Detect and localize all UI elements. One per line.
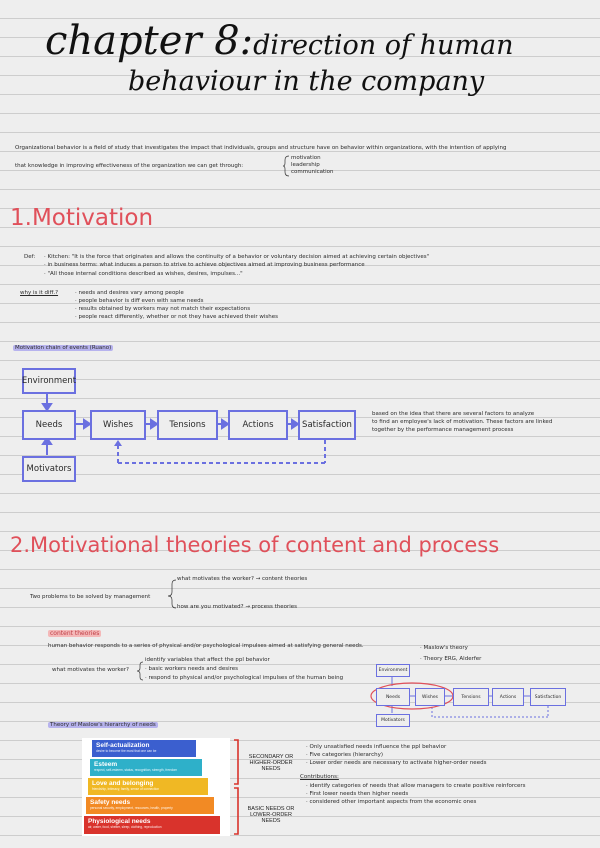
chain-note-line3: together by the performance management process bbox=[372, 427, 514, 433]
pyramid-level-physiological bbox=[84, 816, 220, 834]
chain-box-environment: Environment bbox=[22, 368, 76, 394]
chain-box-actions: Actions bbox=[228, 410, 288, 440]
pyramid-level-name: Safety needs bbox=[90, 799, 131, 806]
section1-heading: 1.Motivation bbox=[10, 205, 154, 231]
pyramid-level-desc: air, water, food, shelter, sleep, clothing, reproduction bbox=[88, 825, 162, 829]
what-item-2: · basic workers needs and desires bbox=[145, 666, 239, 672]
what-motivates-label: what motivates the worker? bbox=[52, 667, 129, 673]
problems-label: Two problems to be solved by management bbox=[30, 594, 151, 600]
why-item-1: · needs and desires vary among people bbox=[75, 290, 184, 296]
problem-a2: → process theories bbox=[245, 604, 297, 610]
mini-box-actions: Actions bbox=[492, 688, 524, 706]
chapter-number: chapter 8: bbox=[45, 18, 254, 64]
chain-box-satisfaction: Satisfaction bbox=[298, 410, 356, 440]
chapter-title-part1: direction of human bbox=[253, 30, 514, 61]
contributions-list bbox=[306, 782, 526, 806]
mini-box-environment: Environment bbox=[376, 664, 410, 677]
intro-line1: Organizational behavior is a field of study that investigates the impact that individuals, groups and structure have on behavior within organizations, with the intention of applying bbox=[15, 145, 507, 151]
contributions-label: Contributions: bbox=[300, 774, 339, 780]
mini-box-tensions: Tensions bbox=[453, 688, 489, 706]
pyramid-level-esteem bbox=[90, 759, 202, 776]
pyramid-level-self-actualization bbox=[92, 740, 196, 757]
maslow-pyramid bbox=[82, 738, 230, 836]
content-theories-label-text: content theories bbox=[50, 630, 100, 637]
problem-q2 bbox=[177, 604, 297, 611]
chain-box-tensions: Tensions bbox=[157, 410, 218, 440]
chain-box-wishes: Wishes bbox=[90, 410, 146, 440]
pyramid-level-name: Love and belonging bbox=[92, 780, 154, 787]
basic-needs-label: BASIC NEEDS OR LOWER-ORDER NEEDS bbox=[247, 806, 295, 824]
def-item-1: · Kitchen: "It is the force that originates and allows the continuity of a behavior or voluntary decision aimed at achieving certain objectives" bbox=[44, 254, 430, 260]
secondary-needs-label: SECONDARY OR HIGHER-ORDER NEEDS bbox=[248, 754, 294, 772]
mini-box-motivators: Motivators bbox=[376, 714, 410, 727]
pyramid-level-desc: personal security, employment, resources, health, property bbox=[90, 806, 173, 810]
section2-heading: 2.Motivational theories of content and process bbox=[10, 533, 500, 557]
def-item-2: · in business terms: what induces a person to strive to achieve objectives aimed at improving business performance bbox=[44, 262, 365, 268]
pyramid-level-desc: desire to become the most that one can be bbox=[96, 749, 157, 753]
pyramid-level-safety bbox=[86, 797, 214, 814]
intro-line2: that knowledge in improving effectiveness of the organization we can get through: bbox=[15, 163, 244, 169]
chain-box-needs: Needs bbox=[22, 410, 76, 440]
intro-item-leadership: leadership bbox=[291, 162, 320, 168]
pyramid-level-name: Self-actualization bbox=[96, 742, 150, 749]
maslow-point-2: · Five categories (hierarchy) bbox=[306, 752, 383, 758]
def-item-3: · "All those internal conditions described as wishes, desires, impulses..." bbox=[44, 271, 243, 277]
pyramid-level-name: Physiological needs bbox=[88, 818, 151, 825]
problem-q2-text: how are you motivated? bbox=[177, 604, 244, 610]
why-diff-label: why is it diff.? bbox=[20, 290, 59, 296]
maslow-label-text: Theory of Maslow's hierarchy of needs bbox=[50, 722, 156, 728]
content-desc: human behavior responds to a series of physical and/or psychological impulses aimed at satisfying general needs. bbox=[48, 643, 364, 649]
theory-maslow: · Maslow's theory bbox=[420, 645, 468, 651]
content-theories-label bbox=[48, 630, 101, 638]
mini-box-wishes: Wishes bbox=[415, 688, 445, 706]
maslow-label bbox=[48, 722, 158, 729]
what-item-3: · respond to physical and/or psychological impulses of the human being bbox=[145, 675, 344, 681]
pyramid-level-desc: friendship, intimacy, family, sense of connection bbox=[92, 787, 160, 791]
maslow-points bbox=[306, 743, 486, 767]
theories-list bbox=[420, 643, 481, 665]
pyramid-level-name: Esteem bbox=[94, 761, 118, 768]
mini-box-satisfaction: Satisfaction bbox=[530, 688, 566, 706]
theory-erg: · Theory ERG, Alderfer bbox=[420, 656, 482, 662]
pyramid-level-desc: respect, self-esteem, status, recognition, strength, freedom bbox=[94, 768, 178, 772]
def-label: Def: bbox=[24, 254, 36, 260]
problem-q1-text: what motivates the worker? bbox=[177, 576, 254, 582]
contribution-2: · First lower needs then higher needs bbox=[306, 791, 409, 797]
mini-box-needs: Needs bbox=[376, 688, 410, 706]
intro-item-motivation: motivation bbox=[291, 155, 321, 161]
contribution-1: · identify categories of needs that allow managers to create positive reinforcers bbox=[306, 783, 526, 789]
chain-note-line2: to find an employee's lack of motivation. These factors are linked bbox=[372, 419, 553, 425]
why-item-2: · people behavior is diff even with same needs bbox=[75, 298, 204, 304]
chain-box-motivators: Motivators bbox=[22, 456, 76, 482]
maslow-point-3: · Lower order needs are necessary to activate higher-order needs bbox=[306, 760, 487, 766]
intro-item-communication: communication bbox=[291, 169, 334, 175]
what-item-1: identify variables that affect the ppl behavior bbox=[145, 657, 270, 663]
chain-label-text: Motivation chain of events (Ruano) bbox=[15, 345, 112, 351]
why-item-4: · people react differently, whether or not they have achieved their wishes bbox=[75, 314, 279, 320]
contribution-3: · considered other important aspects from the economic ones bbox=[306, 799, 477, 805]
problem-a1: → content theories bbox=[255, 576, 308, 582]
pyramid-level-love bbox=[88, 778, 208, 795]
problem-q1 bbox=[177, 576, 307, 583]
chapter-title-part2: behaviour in the company bbox=[128, 66, 485, 97]
chain-note bbox=[372, 410, 552, 434]
chain-note-line1: based on the idea that there are several factors to analyze bbox=[372, 411, 535, 417]
why-item-3: · results obtained by workers may not match their expectations bbox=[75, 306, 251, 312]
maslow-point-1: · Only unsatisfied needs influence the ppl behavior bbox=[306, 744, 447, 750]
what-motivates-list bbox=[145, 656, 343, 683]
